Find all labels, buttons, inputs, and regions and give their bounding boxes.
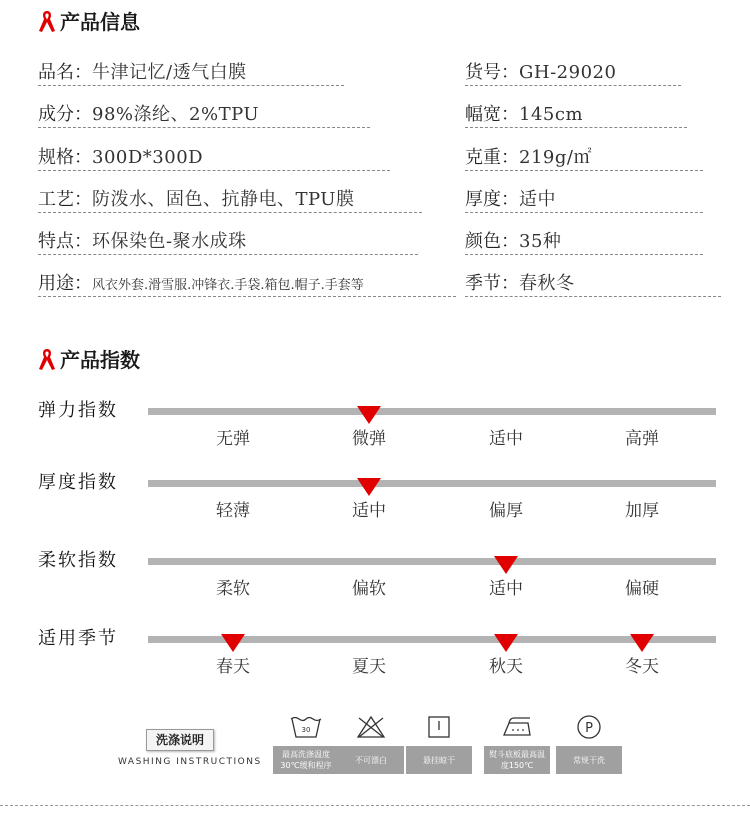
index-marker-triangle (357, 478, 381, 496)
index-tick-label: 适中 (489, 429, 523, 449)
info-key: 克重： (465, 147, 519, 168)
info-row-width (465, 98, 687, 128)
care-caption: 最高洗涤温度30℃缓和程序 (273, 746, 339, 774)
info-key: 颜色： (465, 231, 519, 252)
care-item-dry-clean (556, 712, 622, 774)
info-key: 货号： (465, 62, 519, 83)
info-row-thickness (465, 183, 703, 213)
index-tick-label: 高弹 (625, 429, 659, 449)
dry-clean-icon (576, 714, 602, 740)
dry-clean-symbol: P (585, 721, 593, 736)
product-info-heading (38, 6, 140, 35)
index-scale-bar (148, 408, 716, 415)
info-key: 幅宽： (465, 104, 519, 125)
info-row-item-no (465, 56, 681, 86)
info-key: 成分： (38, 104, 92, 125)
info-key: 工艺： (38, 189, 92, 210)
info-value: GH-29020 (519, 62, 617, 83)
index-tick-label: 偏硬 (625, 579, 659, 599)
index-tick-label: 无弹 (216, 429, 250, 449)
index-label: 厚度指数 (38, 472, 118, 493)
index-tick-label: 夏天 (352, 657, 386, 677)
info-key: 季节： (465, 273, 519, 294)
info-row-process (38, 183, 422, 213)
product-index-title: 产品指数 (60, 348, 140, 372)
info-row-composition (38, 98, 370, 128)
index-marker-triangle (494, 556, 518, 574)
info-key: 特点： (38, 231, 92, 252)
info-key: 规格： (38, 147, 92, 168)
info-value: 98%涤纶、2%TPU (92, 104, 260, 125)
ribbon-icon (38, 347, 56, 371)
info-key: 厚度： (465, 189, 519, 210)
index-marker-triangle (630, 634, 654, 652)
index-tick-label: 适中 (352, 501, 386, 521)
info-row-color (465, 225, 703, 255)
care-caption: 熨斗底板最高温度150℃ (484, 746, 550, 774)
washing-title-en: WASHING INSTRUCTIONS (118, 757, 262, 767)
info-value: 适中 (519, 189, 556, 210)
product-index-heading (38, 344, 140, 373)
care-caption: 常规干洗 (556, 746, 622, 774)
care-caption: 悬挂晾干 (406, 746, 472, 774)
washing-title-badge: 洗涤说明 (146, 729, 214, 751)
index-tick-label: 偏厚 (489, 501, 523, 521)
index-marker-triangle (357, 406, 381, 424)
care-item-wash (273, 712, 339, 774)
info-value: 145cm (519, 104, 584, 125)
index-marker-triangle (221, 634, 245, 652)
info-value: 35种 (519, 231, 562, 252)
hang-dry-icon (427, 715, 451, 739)
info-row-weight (465, 141, 703, 171)
info-row-season (465, 267, 721, 297)
care-item-hang-dry (406, 712, 472, 774)
index-scale-bar (148, 480, 716, 487)
care-caption: 不可漂白 (338, 746, 404, 774)
info-row-feature (38, 225, 418, 255)
index-tick-label: 春天 (216, 657, 250, 677)
info-row-name (38, 56, 344, 86)
info-value: 环保染色-聚水成珠 (92, 231, 247, 252)
info-value: 300D*300D (92, 147, 204, 168)
index-tick-label: 秋天 (489, 657, 523, 677)
iron-icon (500, 715, 534, 739)
wash-tub-icon (289, 715, 323, 739)
care-item-no-bleach (338, 712, 404, 774)
ribbon-icon (38, 9, 56, 33)
info-value: 春秋冬 (519, 273, 575, 294)
index-tick-label: 加厚 (625, 501, 659, 521)
info-value: 219g/㎡ (519, 147, 592, 168)
wash-temp-label: 30 (301, 726, 311, 734)
info-row-usage (38, 267, 456, 297)
index-tick-label: 冬天 (625, 657, 659, 677)
product-info-title: 产品信息 (60, 10, 140, 34)
bottom-divider (0, 805, 750, 806)
info-value: 风衣外套.滑雪服.冲锋衣.手袋.箱包.帽子.手套等 (92, 278, 364, 293)
info-key: 用途： (38, 273, 92, 294)
index-label: 弹力指数 (38, 400, 118, 421)
index-label: 适用季节 (38, 628, 118, 649)
index-marker-triangle (494, 634, 518, 652)
index-tick-label: 柔软 (216, 579, 250, 599)
index-tick-label: 偏软 (352, 579, 386, 599)
info-value: 防泼水、固色、抗静电、TPU膜 (92, 189, 355, 210)
index-tick-label: 轻薄 (216, 501, 250, 521)
no-bleach-icon (355, 715, 387, 739)
index-tick-label: 适中 (489, 579, 523, 599)
index-scale-bar (148, 558, 716, 565)
index-label: 柔软指数 (38, 550, 118, 571)
info-row-spec (38, 141, 390, 171)
info-key: 品名： (38, 62, 92, 83)
index-tick-label: 微弹 (352, 429, 386, 449)
info-value: 牛津记忆/透气白膜 (92, 62, 247, 83)
care-item-iron (484, 712, 550, 774)
